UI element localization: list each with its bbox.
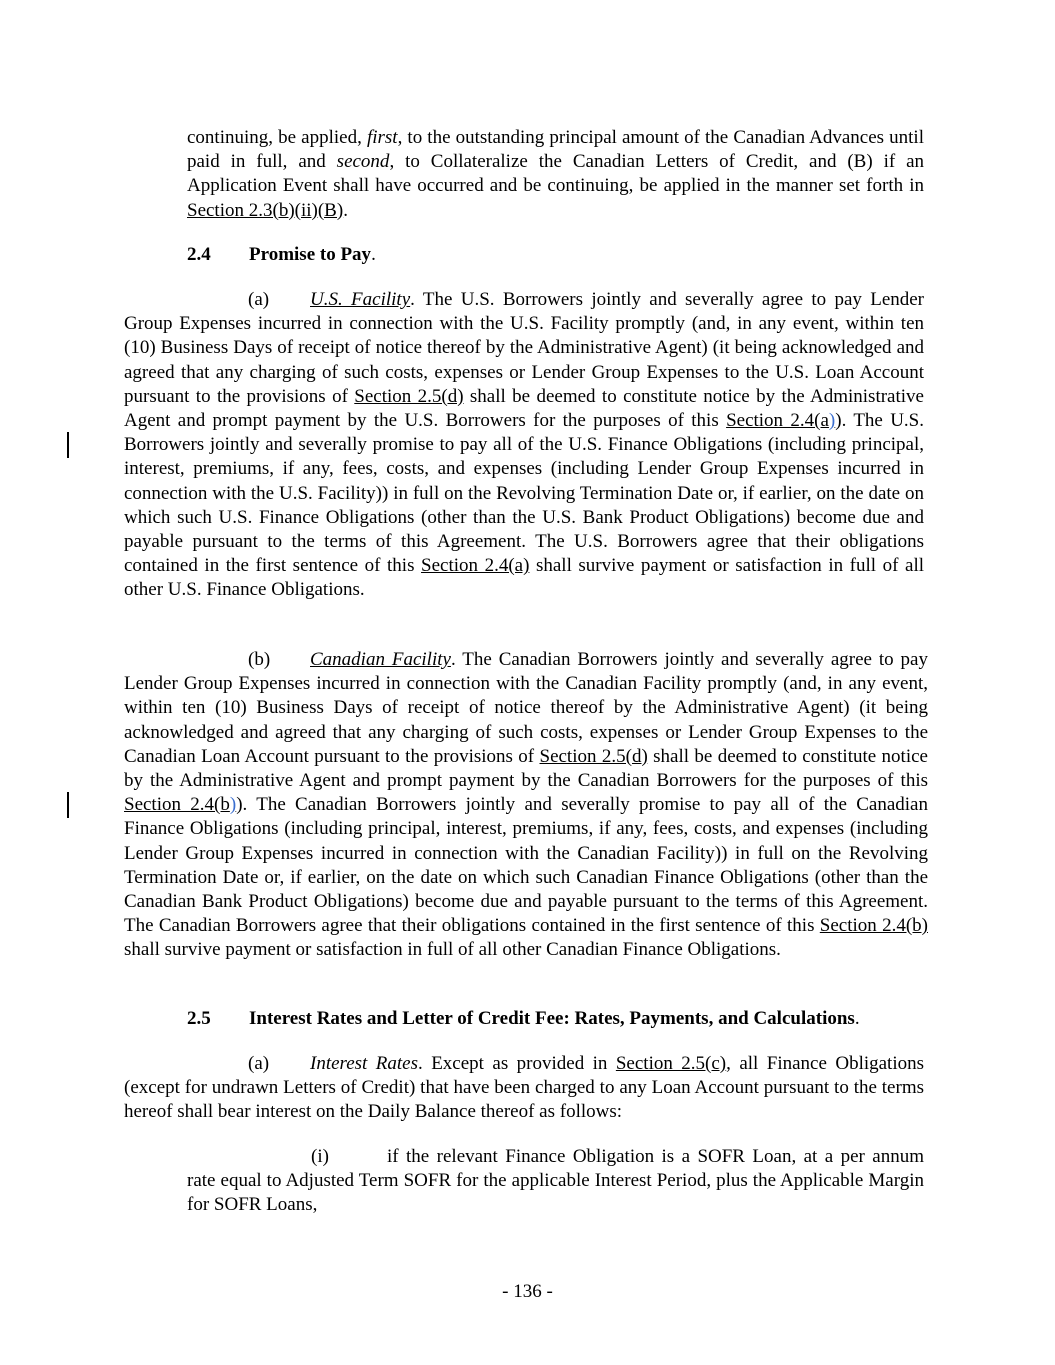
- section-ref-link[interactable]: Section 2.4(b): [819, 915, 928, 937]
- section-ref-link[interactable]: Section 2.4(a): [726, 410, 836, 432]
- section-ref-link[interactable]: Section 2.4(a): [421, 555, 530, 577]
- paragraph-2-5-a: (a) Interest Rates. Except as provided in Section 2.5(c), all Finance Obligations (except for undrawn Letters of Credit) that have been charged to any Loan Account pursuant to the terms hereof shall bear interest on the Daily Balance thereof as follows:: [124, 1053, 925, 1123]
- paragraph-label: (a): [248, 1053, 270, 1074]
- paragraph-2-4-a: (a) U.S. Facility. The U.S. Borrowers jointly and severally agree to pay Lender Group Expenses incurred in connection with the U.S. Facility promptly (and, in any event, within ten (10) Business Days of receipt of notice thereof by the Administrative Agent) (it being acknowledged and agreed that any charging of such costs, expenses or Lender Group Expenses to the U.S. Loan Account pursuant to the provisions of Section 2.5(d) shall be deemed to constitute notice by the Administrative Agent and prompt payment by the U.S. Borrowers for the purposes of this Section 2.4(a)). The U.S. Borrowers jointly and severally promise to pay all of the U.S. Finance Obligations (including principal, interest, premiums, if any, fees, costs, and expenses (including Lender Group Expenses incurred in connection with the U.S. Facility)) in full on the Revolving Termination Date or, if earlier, on the date on which such U.S. Finance Obligations (other than the U.S. Bank Product Obligations) become due and payable pursuant to the terms of this Agreement. The U.S. Borrowers agree that their obligations contained in the first sentence of this Section 2.4(a) shall survive payment or satisfaction in full of all other U.S. Finance Obligations.: [124, 289, 925, 601]
- revision-change-bar: [67, 792, 69, 818]
- emphasis-first: first: [366, 127, 398, 148]
- section-2-5-heading: 2.5 Interest Rates and Letter of Credit Fee: Rates, Payments, and Calculations.: [187, 1007, 947, 1031]
- section-2-4-heading: 2.4 Promise to Pay.: [187, 243, 924, 267]
- paragraph-2-5-a-i: (i) if the relevant Finance Obligation is a SOFR Loan, at a per annum rate equal to Adjusted Term SOFR for the applicable Interest Period, plus the Applicable Margin for SOFR Loans,: [187, 1146, 924, 1216]
- paragraph-heading: Interest Rates: [310, 1053, 418, 1074]
- section-ref-link[interactable]: Section 2.4(b): [124, 794, 237, 816]
- paragraph-heading: U.S. Facility: [310, 289, 411, 310]
- section-ref-link[interactable]: Section 2.5(d): [354, 385, 464, 407]
- section-title: Interest Rates and Letter of Credit Fee: Rates, Payments, and Calculations: [249, 1008, 855, 1029]
- section-number: 2.4: [187, 244, 211, 265]
- revision-change-bar: [67, 432, 69, 458]
- section-ref-link[interactable]: Section 2.5(c): [615, 1053, 727, 1074]
- paragraph-label: (a): [248, 289, 270, 310]
- emphasis-second: second: [336, 151, 390, 173]
- paragraph-heading: Canadian Facility: [310, 649, 451, 670]
- section-title: Promise to Pay: [249, 244, 372, 265]
- continuation-paragraph: continuing, be applied, first, to the outstanding principal amount of the Canadian Advances until paid in full, and second, to Collateralize the Canadian Letters of Credit, and (B) if an Application Event shall have occurred and be continuing, be applied in the manner set forth in Section 2.3(b)(ii)(B).: [187, 127, 925, 221]
- section-ref-link[interactable]: Section 2.3(b)(ii)(B): [187, 199, 344, 221]
- section-number: 2.5: [187, 1008, 211, 1029]
- paragraph-label: (i): [311, 1146, 329, 1167]
- section-ref-link[interactable]: Section 2.5(d): [539, 745, 648, 767]
- paragraph-label: (b): [248, 649, 271, 670]
- paragraph-2-4-b: (b) Canadian Facility. The Canadian Borrowers jointly and severally agree to pay Lender Group Expenses incurred in connection with the Canadian Facility promptly (and, in any event, within ten (10) Business Days of receipt of notice thereof by the Administrative Agent) (it being acknowledged and agreed that any charging of such costs, expenses or Lender Group Expenses to the Canadian Loan Account pursuant to the provisions of Section 2.5(d) shall be deemed to constitute notice by the Administrative Agent and prompt payment by the Canadian Borrowers for the purposes of this Section 2.4(b)). The Canadian Borrowers jointly and severally promise to pay all of the Canadian Finance Obligations (including principal, interest, premiums, if any, fees, costs, and expenses (including Lender Group Expenses incurred in connection with the Canadian Facility)) in full on the Revolving Termination Date or, if earlier, on the date on which such Canadian Finance Obligations (other than the Canadian Bank Product Obligations) become due and payable pursuant to the terms of this Agreement. The Canadian Borrowers agree that their obligations contained in the first sentence of this Section 2.4(b) shall survive payment or satisfaction in full of all other Canadian Finance Obligations.: [124, 649, 928, 961]
- page-number: - 136 -: [502, 1281, 553, 1302]
